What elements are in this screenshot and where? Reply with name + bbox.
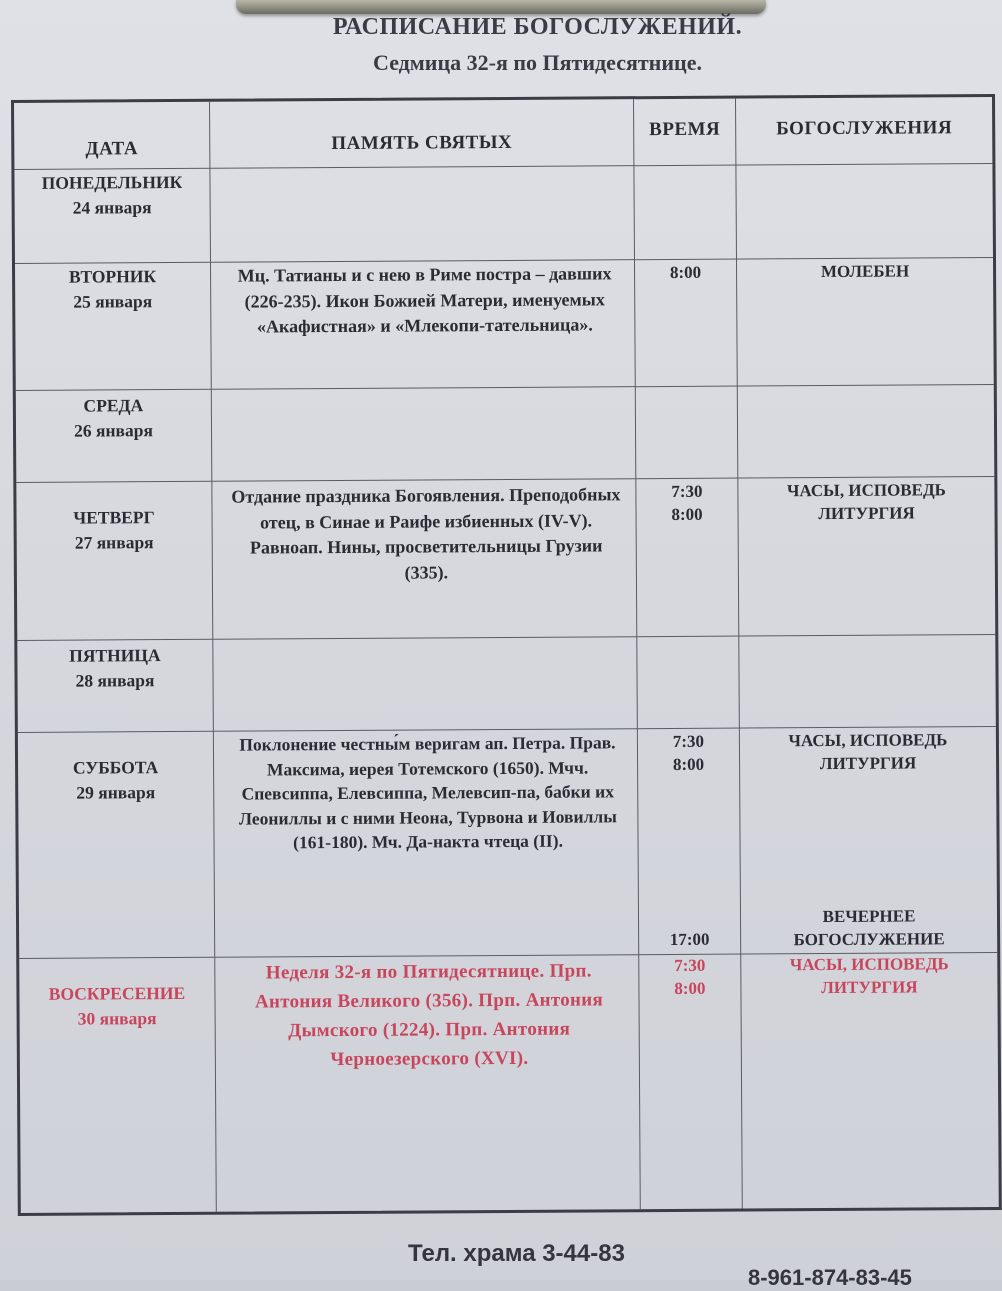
service-name: ЧАСЫ, ИСПОВЕДЬ ЛИТУРГИЯ (789, 954, 949, 998)
row-day: СРЕДА (83, 395, 144, 416)
table-row (14, 163, 993, 264)
saints-memory-text: Мц. Татианы и с нею в Риме постра – давших (226-235). Икон Божией Матери, именуемых «Акафистная» и «Млекопи-тательница». (237, 263, 612, 337)
row-day: ПЯТНИЦА (69, 645, 161, 666)
service-name: МОЛЕБЕН (820, 261, 910, 282)
table-row (16, 476, 995, 641)
church-phone-mobile: 8-961-874-83-45 (748, 1265, 912, 1290)
table-row (15, 257, 994, 391)
column-header-services: БОГОСЛУЖЕНИЯ (776, 117, 953, 140)
church-phone: Тел. храма 3-44-83 (408, 1240, 625, 1267)
column-header-date: ДАТА (85, 138, 139, 160)
table-row (16, 384, 995, 483)
service-time: 7:30 8:00 (672, 731, 705, 774)
clipboard-clip (236, 0, 766, 14)
service-name: ЧАСЫ, ИСПОВЕДЬ ЛИТУРГИЯ (786, 480, 946, 524)
row-date: 30 января (77, 1008, 157, 1029)
schedule-table (11, 94, 1002, 1216)
row-day: ВТОРНИК (68, 266, 157, 287)
saints-memory-text: Неделя 32-я по Пятидесятнице. Прп. Антония Великого (356). Прп. Антония Дымского (1224). Прп. Антония Черноезерского (XVI). (254, 960, 604, 1071)
table-row (18, 726, 997, 959)
row-date: 28 января (75, 670, 155, 691)
table-header-row (14, 97, 992, 170)
evening-service-time: 17:00 (669, 929, 710, 949)
schedule-title: РАСПИСАНИЕ БОГОСЛУЖЕНИЙ. (332, 14, 743, 40)
saints-memory-text: Отдание праздника Богоявления. Преподобных отец, в Синае и Раифе избиенных (IV-V). Равноап. Нины, просветительницы Грузии (335). (231, 484, 621, 583)
row-day: СУББОТА (72, 757, 159, 778)
evening-service-name: ВЕЧЕРНЕЕ БОГОСЛУЖЕНИЕ (793, 906, 945, 950)
service-time: 8:00 (669, 262, 702, 282)
row-date: 26 января (74, 420, 153, 441)
row-day: ПОНЕДЕЛЬНИК (41, 171, 183, 193)
service-name: ЧАСЫ, ИСПОВЕДЬ ЛИТУРГИЯ (788, 730, 948, 774)
column-header-time: ВРЕМЯ (649, 118, 721, 141)
row-day: ВОСКРЕСЕНИЕ (48, 982, 186, 1004)
row-date: 24 января (72, 197, 152, 218)
column-header-memory: ПАМЯТЬ СВЯТЫХ (331, 131, 513, 155)
row-date: 27 января (74, 532, 154, 553)
row-date: 25 января (73, 291, 153, 312)
table-row-sunday (19, 952, 999, 1213)
row-day: ЧЕТВЕРГ (73, 507, 155, 528)
row-date: 29 января (76, 782, 156, 803)
schedule-subtitle: Седмица 32-я по Пятидесятнице. (373, 50, 702, 75)
saints-memory-text: Поклонение честны́м веригам ап. Петра. Прав. Максима, иерея Тотемского (1650). Мчч. Спевсиппа, Елевсиппа, Мелевсип-па, бабки их Леониллы и с ними Неона, Турвона и Иовиллы (161-180). Мч. Да-накта чтеца (II). (238, 732, 617, 853)
service-time: 7:30 8:00 (674, 955, 706, 998)
table-row (17, 634, 996, 733)
service-time: 7:30 8:00 (671, 481, 703, 524)
